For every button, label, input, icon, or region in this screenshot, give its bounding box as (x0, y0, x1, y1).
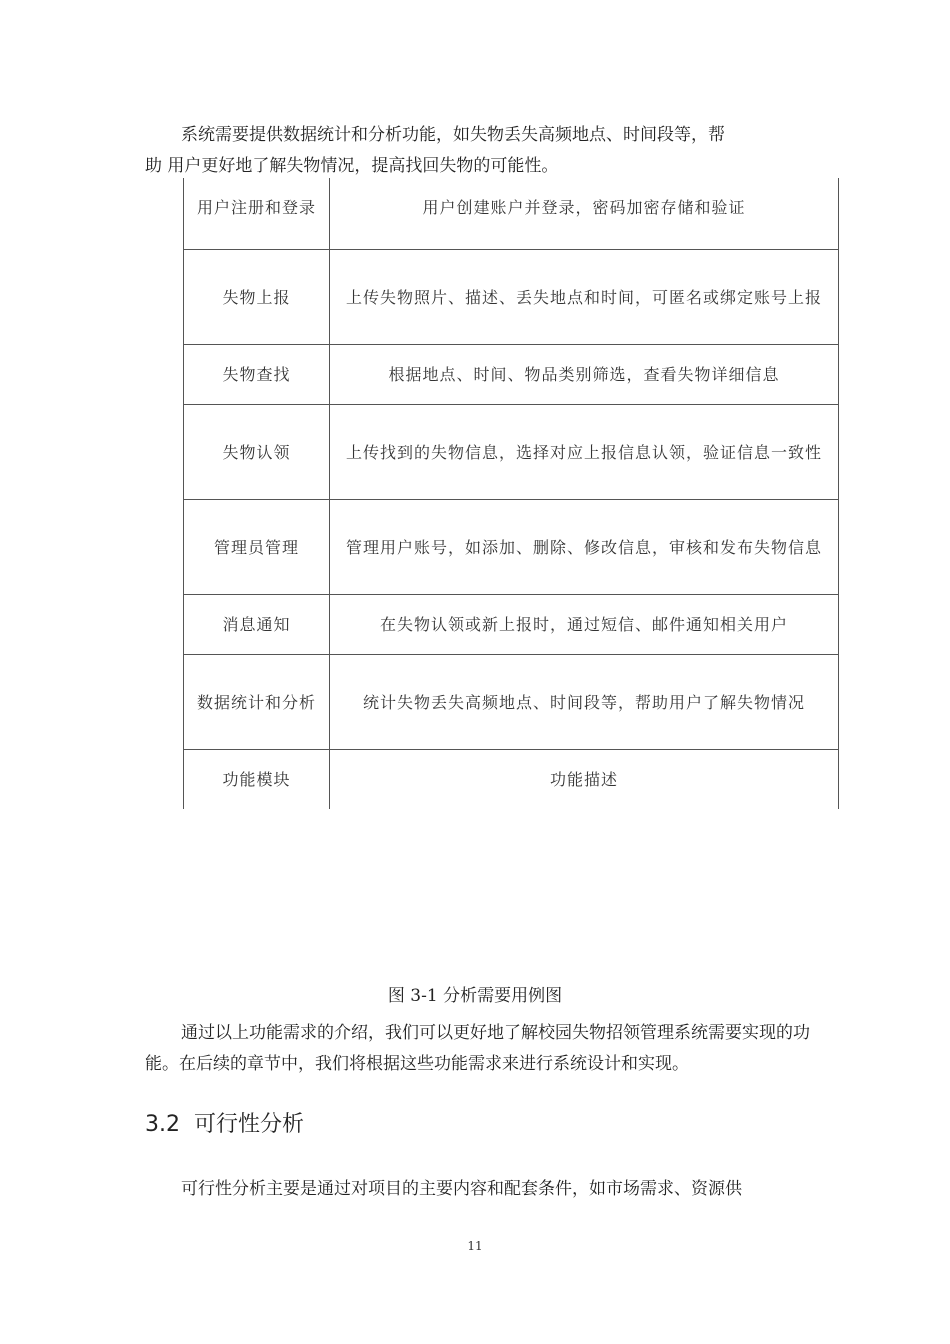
table-row (184, 595, 839, 655)
module-cell: 失物上报 (184, 250, 330, 345)
module-cell: 数据统计和分析 (184, 655, 330, 750)
module-cell: 消息通知 (184, 595, 330, 655)
description-cell: 管理用户账号，如添加、删除、修改信息，审核和发布失物信息 (330, 500, 839, 595)
module-cell: 用户注册和登录 (184, 178, 330, 250)
figure-caption: 图 3-1 分析需要用例图 (387, 986, 563, 1006)
table-row (184, 500, 839, 595)
page-number: 11 (467, 1239, 483, 1253)
section-number: 3.2 (145, 1112, 180, 1137)
description-cell: 在失物认领或新上报时，通过短信、邮件通知相关用户 (330, 595, 839, 655)
section-paragraph: 可行性分析主要是通过对项目的主要内容和配套条件，如市场需求、资源供 (181, 1179, 742, 1199)
description-cell: 统计失物丢失高频地点、时间段等，帮助用户了解失物情况 (330, 655, 839, 750)
table-row (184, 345, 839, 405)
description-cell: 上传失物照片、描述、丢失地点和时间，可匿名或绑定账号上报 (330, 250, 839, 345)
function-table (183, 178, 839, 809)
module-header-cell: 功能模块 (184, 750, 330, 810)
table-row (184, 405, 839, 500)
section-heading (145, 1107, 304, 1138)
table-header-row (184, 750, 839, 810)
description-cell: 用户创建账户并登录，密码加密存储和验证 (330, 178, 839, 250)
section-title: 可行性分析 (194, 1112, 305, 1137)
table-row (184, 655, 839, 750)
module-cell: 失物认领 (184, 405, 330, 500)
module-cell: 失物查找 (184, 345, 330, 405)
body-paragraph: 通过以上功能需求的介绍，我们可以更好地了解校园失物招领管理系统需要实现的功能。在后续的章节中，我们将根据这些功能需求来进行系统设计和实现。 (145, 1023, 810, 1074)
description-cell: 上传找到的失物信息，选择对应上报信息认领，验证信息一致性 (330, 405, 839, 500)
intro-line-1: 系统需要提供数据统计和分析功能，如失物丢失高频地点、时间段等，帮 (181, 125, 725, 145)
intro-line-2: 助 用户更好地了解失物情况，提高找回失物的可能性。 (145, 156, 559, 176)
description-cell: 根据地点、时间、物品类别筛选，查看失物详细信息 (330, 345, 839, 405)
description-header-cell: 功能描述 (330, 750, 839, 810)
table-row (184, 178, 839, 250)
module-cell: 管理员管理 (184, 500, 330, 595)
intro-paragraph (145, 120, 810, 182)
table-row (184, 250, 839, 345)
function-table-image (183, 178, 840, 809)
